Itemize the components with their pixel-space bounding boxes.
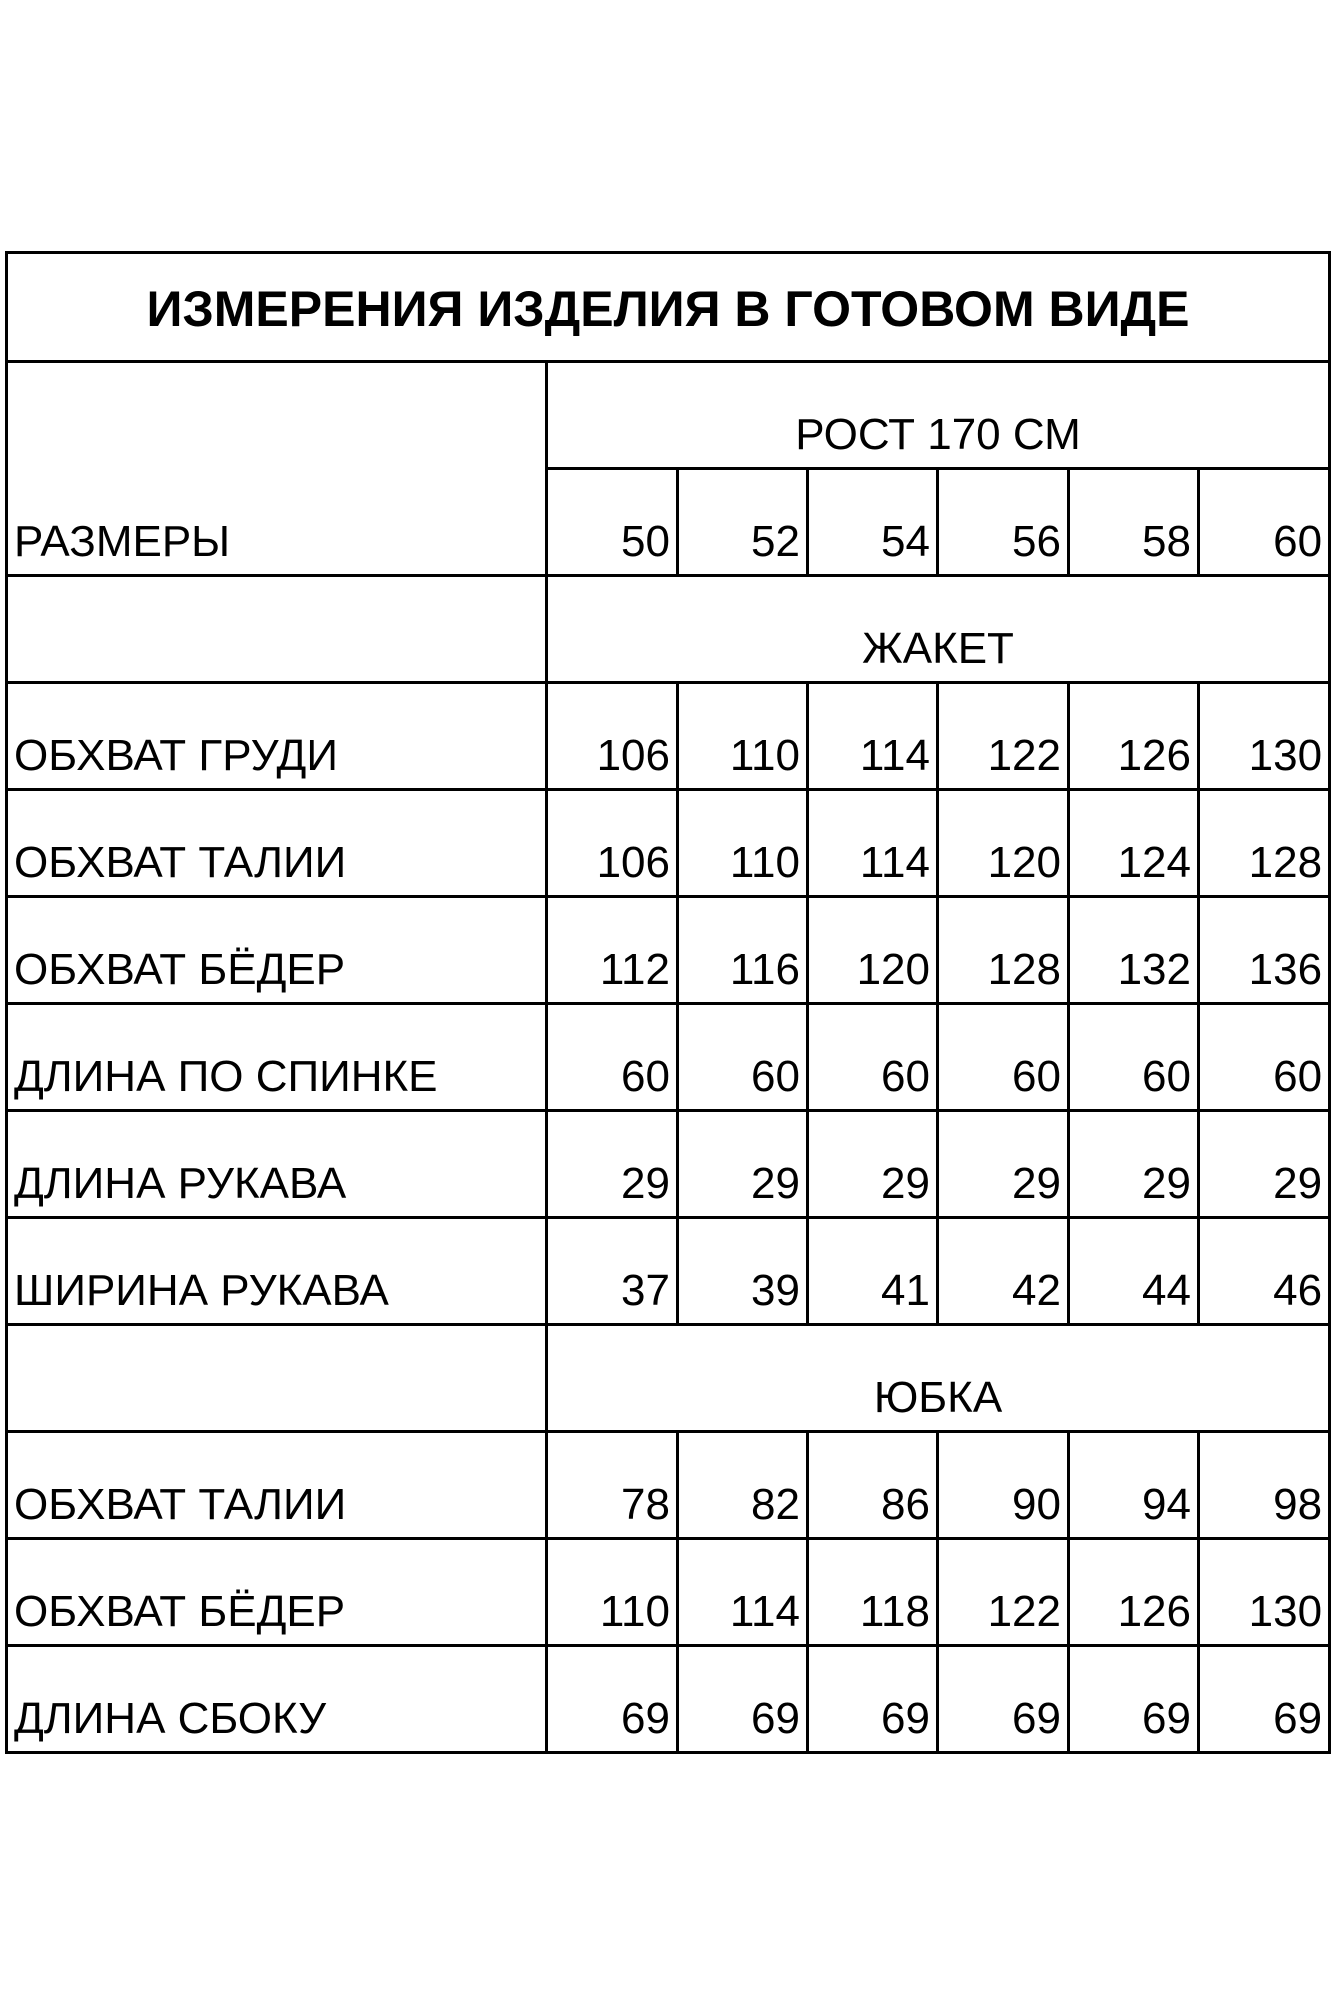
measurement-value: 114: [808, 683, 938, 790]
size-cell: 50: [547, 469, 678, 576]
measurement-row: [7, 790, 1330, 897]
height-label: РОСТ 170 СМ: [547, 362, 1330, 469]
measurement-value: 132: [1069, 897, 1199, 1004]
measurement-value: 60: [1199, 1004, 1330, 1111]
measurement-name: ДЛИНА РУКАВА: [7, 1111, 547, 1218]
table-title: ИЗМЕРЕНИЯ ИЗДЕЛИЯ В ГОТОВОМ ВИДЕ: [7, 253, 1330, 362]
empty-cell: [7, 1325, 547, 1432]
jacket-section-row: [7, 576, 1330, 683]
measurement-value: 37: [547, 1218, 678, 1325]
measurement-value: 124: [1069, 790, 1199, 897]
measurement-value: 94: [1069, 1432, 1199, 1539]
measurement-name: ДЛИНА СБОКУ: [7, 1646, 547, 1753]
measurement-value: 82: [678, 1432, 808, 1539]
skirt-section-label: ЮБКА: [547, 1325, 1330, 1432]
measurement-value: 118: [808, 1539, 938, 1646]
measurement-row: [7, 683, 1330, 790]
measurement-row: [7, 1646, 1330, 1753]
measurement-value: 116: [678, 897, 808, 1004]
measurement-value: 69: [1199, 1646, 1330, 1753]
measurement-value: 29: [678, 1111, 808, 1218]
measurement-value: 60: [678, 1004, 808, 1111]
measurement-row: [7, 1539, 1330, 1646]
measurement-value: 110: [678, 790, 808, 897]
size-cell: 60: [1199, 469, 1330, 576]
measurement-value: 130: [1199, 683, 1330, 790]
title-row: [7, 253, 1330, 362]
measurement-name: ОБХВАТ БЁДЕР: [7, 897, 547, 1004]
measurement-row: [7, 1218, 1330, 1325]
measurement-value: 130: [1199, 1539, 1330, 1646]
measurement-row: [7, 1432, 1330, 1539]
measurement-row: [7, 1004, 1330, 1111]
height-row: [7, 362, 1330, 469]
measurement-name: ОБХВАТ ТАЛИИ: [7, 1432, 547, 1539]
measurement-value: 128: [938, 897, 1069, 1004]
measurement-value: 60: [808, 1004, 938, 1111]
measurement-value: 29: [547, 1111, 678, 1218]
measurement-value: 41: [808, 1218, 938, 1325]
measurement-value: 69: [678, 1646, 808, 1753]
size-cell: 54: [808, 469, 938, 576]
measurement-value: 112: [547, 897, 678, 1004]
measurement-value: 69: [1069, 1646, 1199, 1753]
measurement-value: 29: [1199, 1111, 1330, 1218]
measurement-name: ШИРИНА РУКАВА: [7, 1218, 547, 1325]
measurement-value: 106: [547, 683, 678, 790]
size-cell: 58: [1069, 469, 1199, 576]
size-chart-table: [5, 251, 1331, 1754]
measurement-value: 110: [547, 1539, 678, 1646]
measurement-value: 44: [1069, 1218, 1199, 1325]
empty-cell: [7, 576, 547, 683]
measurement-value: 69: [547, 1646, 678, 1753]
measurement-value: 114: [808, 790, 938, 897]
measurement-name: ДЛИНА ПО СПИНКЕ: [7, 1004, 547, 1111]
measurement-value: 120: [808, 897, 938, 1004]
measurement-value: 60: [938, 1004, 1069, 1111]
measurement-value: 78: [547, 1432, 678, 1539]
measurement-value: 60: [1069, 1004, 1199, 1111]
measurement-value: 42: [938, 1218, 1069, 1325]
measurement-value: 122: [938, 683, 1069, 790]
measurement-value: 136: [1199, 897, 1330, 1004]
jacket-section-label: ЖАКЕТ: [547, 576, 1330, 683]
measurement-value: 86: [808, 1432, 938, 1539]
skirt-section-row: [7, 1325, 1330, 1432]
measurement-value: 98: [1199, 1432, 1330, 1539]
measurement-value: 60: [547, 1004, 678, 1111]
measurement-name: ОБХВАТ ГРУДИ: [7, 683, 547, 790]
measurement-value: 46: [1199, 1218, 1330, 1325]
measurement-name: ОБХВАТ БЁДЕР: [7, 1539, 547, 1646]
sizes-label: РАЗМЕРЫ: [7, 362, 547, 576]
measurement-row: [7, 897, 1330, 1004]
measurement-value: 69: [808, 1646, 938, 1753]
measurement-value: 29: [808, 1111, 938, 1218]
measurement-value: 106: [547, 790, 678, 897]
measurement-row: [7, 1111, 1330, 1218]
measurement-value: 29: [1069, 1111, 1199, 1218]
size-cell: 52: [678, 469, 808, 576]
measurement-value: 128: [1199, 790, 1330, 897]
measurement-value: 126: [1069, 683, 1199, 790]
measurement-name: ОБХВАТ ТАЛИИ: [7, 790, 547, 897]
measurement-value: 114: [678, 1539, 808, 1646]
measurement-value: 69: [938, 1646, 1069, 1753]
measurement-value: 126: [1069, 1539, 1199, 1646]
measurement-value: 90: [938, 1432, 1069, 1539]
measurement-value: 29: [938, 1111, 1069, 1218]
measurement-value: 39: [678, 1218, 808, 1325]
measurement-value: 122: [938, 1539, 1069, 1646]
measurement-value: 120: [938, 790, 1069, 897]
measurement-value: 110: [678, 683, 808, 790]
size-cell: 56: [938, 469, 1069, 576]
